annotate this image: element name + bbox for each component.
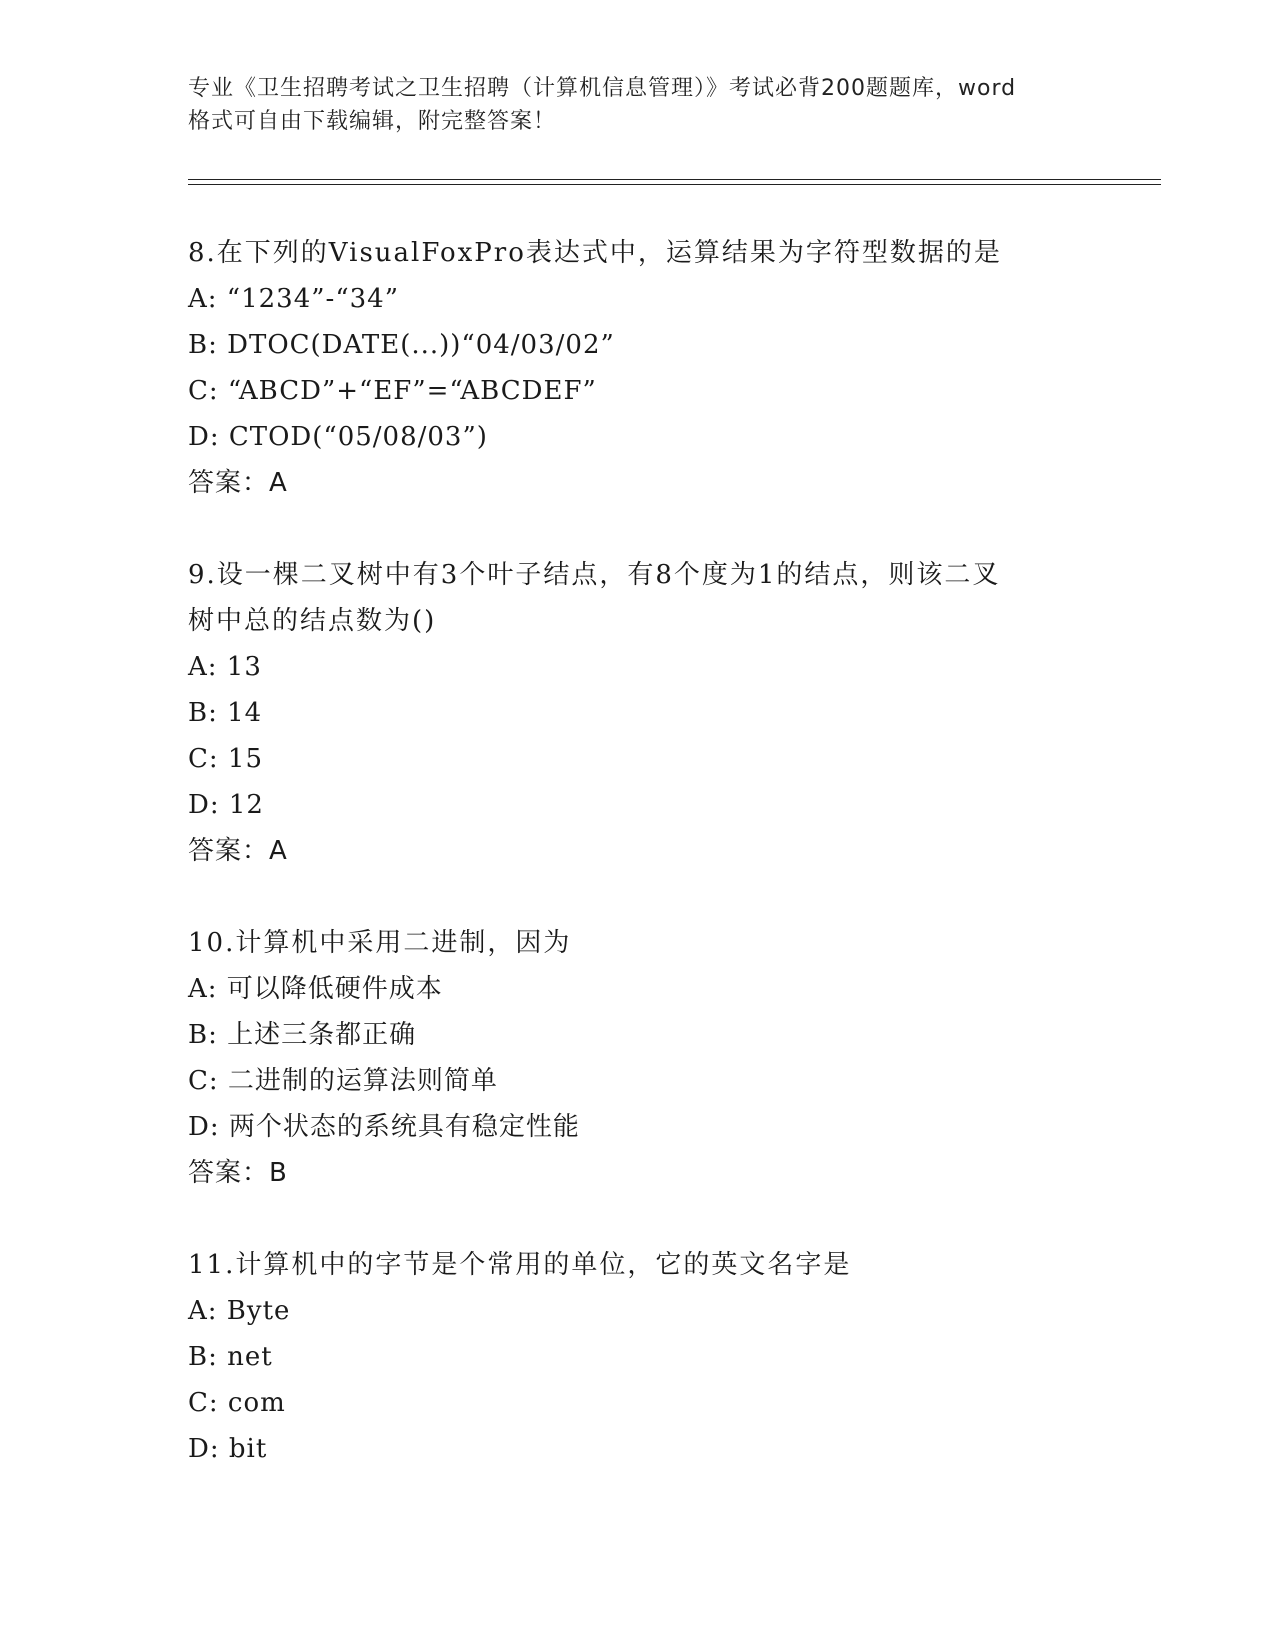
answer-option: B: DTOC(DATE(...))“04/03/02”: [188, 330, 615, 360]
answer-option: D: CTOD(“05/08/03”): [188, 422, 488, 452]
question-block: [188, 1242, 1148, 1472]
question-block: [188, 552, 1148, 874]
header-line-2: 格式可自由下载编辑，附完整答案！: [188, 109, 557, 134]
question-block: [188, 230, 1148, 506]
question-spacer: [188, 506, 1148, 552]
answer-option: A: “1234”-“34”: [188, 284, 400, 314]
answer-option: C: 15: [188, 744, 264, 774]
answer-option: D: 12: [188, 790, 264, 820]
question-stem: 树中总的结点数为(): [188, 606, 437, 636]
header-line-1: 专业《卫生招聘考试之卫生招聘（计算机信息管理）》考试必背200题题库，word: [188, 76, 1017, 101]
document-header: [188, 72, 1088, 138]
question-stem: 10.计算机中采用二进制，因为: [188, 928, 572, 958]
answer-option: A: Byte: [188, 1296, 291, 1326]
question-stem: 9.设一棵二叉树中有3个叶子结点，有8个度为1的结点，则该二叉: [188, 560, 1001, 590]
correct-answer: 答案：A: [188, 468, 288, 498]
answer-option: D: 两个状态的系统具有稳定性能: [188, 1112, 580, 1142]
header-divider-bottom: [188, 184, 1161, 185]
question-spacer: [188, 874, 1148, 920]
answer-option: C: com: [188, 1388, 286, 1418]
answer-option: A: 可以降低硬件成本: [188, 974, 443, 1004]
answer-option: C: 二进制的运算法则简单: [188, 1066, 498, 1096]
answer-option: C: “ABCD”+“EF”=“ABCDEF”: [188, 376, 597, 406]
correct-answer: 答案：A: [188, 836, 288, 866]
question-stem: 8.在下列的VisualFoxPro表达式中，运算结果为字符型数据的是: [188, 238, 1002, 268]
question-list: [188, 230, 1148, 1472]
question-block: [188, 920, 1148, 1196]
question-stem: 11.计算机中的字节是个常用的单位，它的英文名字是: [188, 1250, 852, 1280]
answer-option: A: 13: [188, 652, 262, 682]
answer-option: D: bit: [188, 1434, 268, 1464]
question-spacer: [188, 1196, 1148, 1242]
answer-option: B: 上述三条都正确: [188, 1020, 417, 1050]
header-divider-top: [188, 179, 1161, 180]
correct-answer: 答案：B: [188, 1158, 288, 1188]
answer-option: B: net: [188, 1342, 273, 1372]
answer-option: B: 14: [188, 698, 263, 728]
